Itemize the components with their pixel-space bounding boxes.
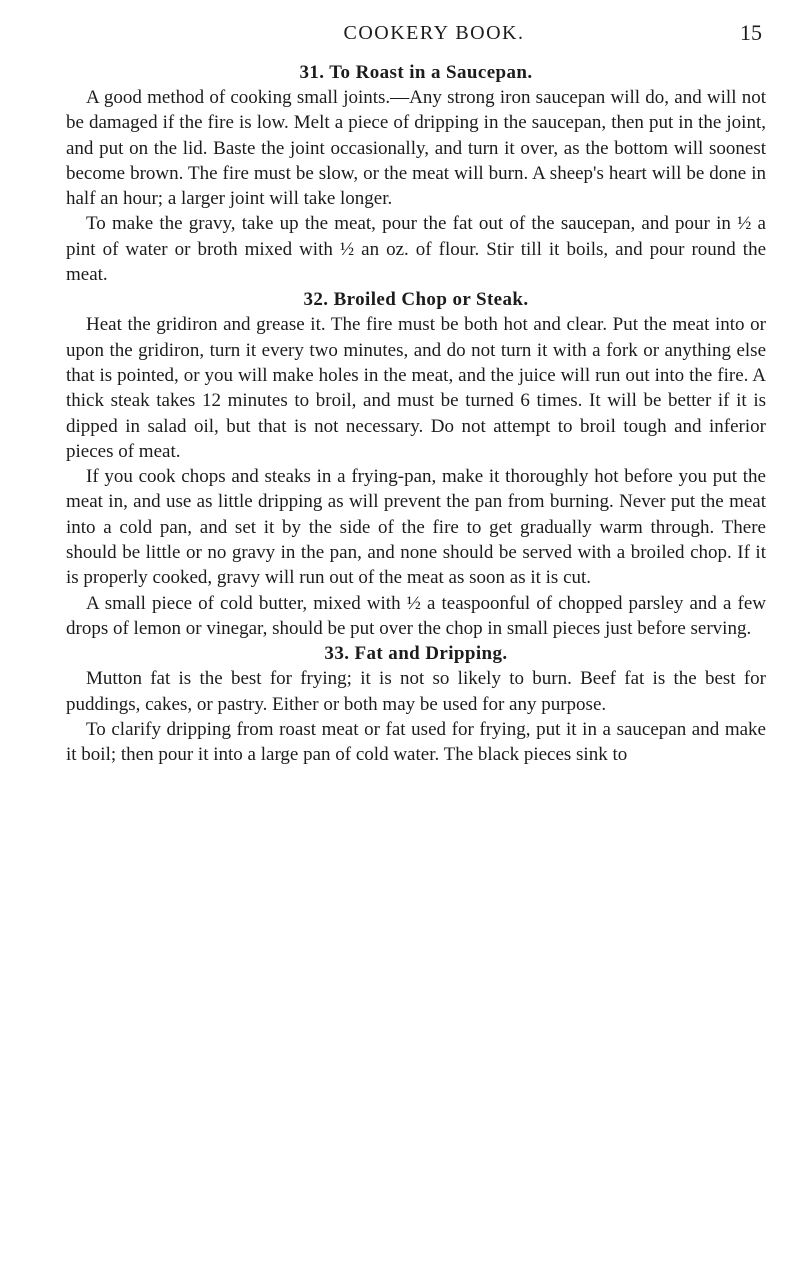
running-head-title: COOKERY BOOK. (343, 22, 525, 44)
page-number: 15 (740, 20, 762, 45)
section-heading: 31. To Roast in a Saucepan. (299, 62, 533, 83)
section-roast-in-saucepan (66, 60, 766, 287)
book-page (66, 22, 766, 767)
running-head (66, 22, 766, 60)
paragraph: If you cook chops and steaks in a frying-pan, make it thoroughly hot before you put the meat in, and use as little dripping as will prevent the pan from burning. Never put the meat into a cold pan, and set it by the side of the fire to get gradually warm through. There should be little or no gravy in the pan, and none should be served with a broiled chop. If it is properly cooked, gravy will run out of the meat as soon as it is cut. (66, 466, 766, 589)
paragraph: To clarify dripping from roast meat or fat used for frying, put it in a saucepan and make it boil; then pour it into a large pan of cold water. The black pieces sink to (66, 718, 766, 766)
section-fat-and-dripping (66, 641, 766, 767)
paragraph: Mutton fat is the best for frying; it is not so likely to burn. Beef fat is the best for puddings, cakes, or pastry. Either or both may be used for any purpose. (66, 668, 766, 715)
paragraph: To make the gravy, take up the meat, pour the fat out of the saucepan, and pour in ½ a pint of water or broth mixed with ½ an oz. of flour. Stir till it boils, and pour round the meat. (66, 213, 766, 286)
section-broiled-chop-or-steak (66, 287, 766, 641)
paragraph: A good method of cooking small joints.—Any strong iron saucepan will do, and will not be damaged if the fire is low. Melt a piece of dripping in the saucepan, then put in the joint, and put on the lid. Baste the joint occasionally, and turn it over, as the bottom will soonest become brown. The fire must be slow, or the meat will burn. A sheep's heart will be done in half an hour; a larger joint will take longer. (66, 87, 766, 210)
section-heading: 32. Broiled Chop or Steak. (303, 289, 529, 311)
paragraph: Heat the gridiron and grease it. The fire must be both hot and clear. Put the meat into or upon the gridiron, turn it every two minutes, and do not turn it with a fork or anything else that is pointed, or you will make holes in the meat, and the juice will run out into the fire. A thick steak takes 12 minutes to broil, and must be turned 6 times. It will be better if it is dipped in salad oil, but that is not necessary. Do not attempt to broil tough and inferior pieces of meat. (66, 314, 766, 462)
paragraph: A small piece of cold butter, mixed with ½ a teaspoonful of chopped parsley and a few drops of lemon or vinegar, should be put over the chop in small pieces just before serving. (66, 592, 766, 639)
section-heading: 33. Fat and Dripping. (324, 643, 508, 665)
